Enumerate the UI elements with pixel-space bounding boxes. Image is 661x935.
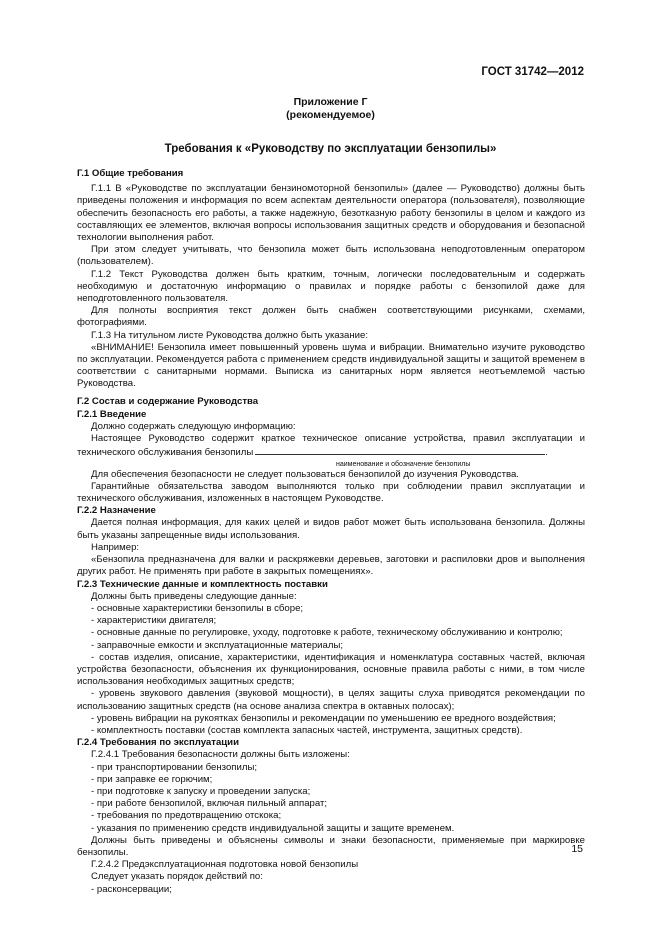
paragraph: «Бензопила предназначена для валки и раскряжевки деревьев, заготовки и распиловки дров и выполнения других работ. Не применять при работе в закрытых помещениях». [77,554,585,578]
list-item: - при заправке ее горючим; [91,773,213,785]
page-number: 15 [571,843,583,855]
list-item: - характеристики двигателя; [91,615,217,627]
list-item: - уровень вибрации на рукоятках бензопилы и рекомендации по уменьшению ее вредного воздействия; [91,712,556,724]
paragraph: Должны быть приведены следующие данные: [91,590,297,602]
paragraph: Г.1.2 Текст Руководства должен быть кратким, точным, логически последовательным и содержать необходимую и достаточную информацию о правилах и порядке работы с бензопилой даже для неподготовленного пользователя. [77,268,585,305]
standard-code: ГОСТ 31742—2012 [481,66,584,78]
paragraph: Должно содержать следующую информацию: [91,421,296,433]
subsection-heading: Г.2.4 Требования по эксплуатации [77,737,239,749]
list-item: - при транспортировании бензопилы; [91,761,258,773]
paragraph: При этом следует учитывать, что бензопила может быть использована неподготовленным оператором (пользователем). [77,244,585,268]
paragraph-with-blank: Настоящее Руководство содержит краткое техническое описание устройства, правил эксплуатации и технического обслуживания бензопилы . [77,433,585,459]
paragraph: Например: [91,541,140,553]
annex-title: Приложение Г [293,96,368,108]
paragraph: Для обеспечения безопасности не следует пользоваться бензопилой до изучения Руководства. [91,468,519,480]
paragraph: Должны быть приведены и объяснены символы и знаки безопасности, применяемые при маркировке бензопилы. [77,834,585,858]
list-item: - при работе бензопилой, включая пильный аппарат; [91,798,328,810]
subsection-heading: Г.2.1 Введение [77,408,147,420]
document-title: Требования к «Руководству по эксплуатации бензопилы» [164,143,497,155]
section-heading: Г.2 Состав и содержание Руководства [77,395,259,407]
paragraph: Для полноты восприятия текст должен быть снабжен соответствующими рисунками, схемами, фотографиями. [77,305,585,329]
paragraph: Следует указать порядок действий по: [91,871,263,883]
paragraph: Г.2.4.1 Требования безопасности должны быть изложены: [91,749,350,761]
paragraph: «ВНИМАНИЕ! Бензопила имеет повышенный уровень шума и вибрации. Внимательно изучите руководство по эксплуатации. Рекомендуется работа с применением средств индивидуальной защиты и защитой временем в соответствии с санитарными нормами. Выписка из санитарных норм является неотъемлемой частью Руководства. [77,341,585,390]
list-item: - основные данные по регулировке, уходу, подготовке к работе, техническому обслуживанию и контролю; [91,627,563,639]
list-item: - требования по предотвращению отскока; [91,810,282,822]
list-item: - состав изделия, описание, характеристики, идентификация и номенклатура составных частей, включая устройства безопасности, объяснения их функционирования, основные правила работы с ними, в том числе использования необходимых защитных средств; [77,651,585,688]
document-body [77,168,585,896]
annex-heading [0,96,661,122]
list-item: - основные характеристики бензопилы в сборе; [91,602,304,614]
list-item: - расконсервации; [91,883,172,895]
blank-caption: наименование и обозначение бензопилы [336,460,471,468]
list-item: - уровень звукового давления (звуковой мощности), в целях защиты слуха приводятся рекомендации по использованию защитных средств (на основе анализа спектра в октавных полосах); [77,688,585,712]
paragraph: Г.1.1 В «Руководстве по эксплуатации бензиномоторной бензопилы» (далее — Руководство) должны быть приведены положения и информация по всем аспектам деятельности оператора (пользователя), позволяющие обеспечить безопасность его работы, а также надежную, безотказную работу бензопилы в целом и каждого из составляющих ее элементов, включая вопросы использования защитных средств и оборудования и безопасной технологии выполнения работ. [77,183,585,244]
paragraph: Дается полная информация, для каких целей и видов работ может быть использована бензопила. Должны быть указаны запрещенные виды использования. [77,517,585,541]
list-item: - комплектность поставки (состав комплекта запасных частей, инструмента, защитных средств). [91,724,523,736]
section-heading: Г.1 Общие требования [77,168,184,179]
list-item: - заправочные емкости и эксплуатационные материалы; [91,639,344,651]
subsection-heading: Г.2.2 Назначение [77,505,156,517]
list-item: - указания по применению средств индивидуальной защиты и защите временем. [91,822,455,834]
fill-in-blank-line [255,445,545,455]
list-item: - при подготовке к запуску и проведении запуска; [91,785,311,797]
paragraph: Г.2.4.2 Предэксплуатационная подготовка новой бензопилы [91,859,359,871]
annex-status: (рекомендуемое) [286,109,375,121]
paragraph: Гарантийные обязательства заводом выполняются только при соблюдении правил эксплуатации и технического обслуживания, изложенных в настоящем Руководстве. [77,480,585,505]
subsection-heading: Г.2.3 Технические данные и комплектность поставки [77,578,328,590]
paragraph: Г.1.3 На титульном листе Руководства должно быть указание: [91,329,369,341]
